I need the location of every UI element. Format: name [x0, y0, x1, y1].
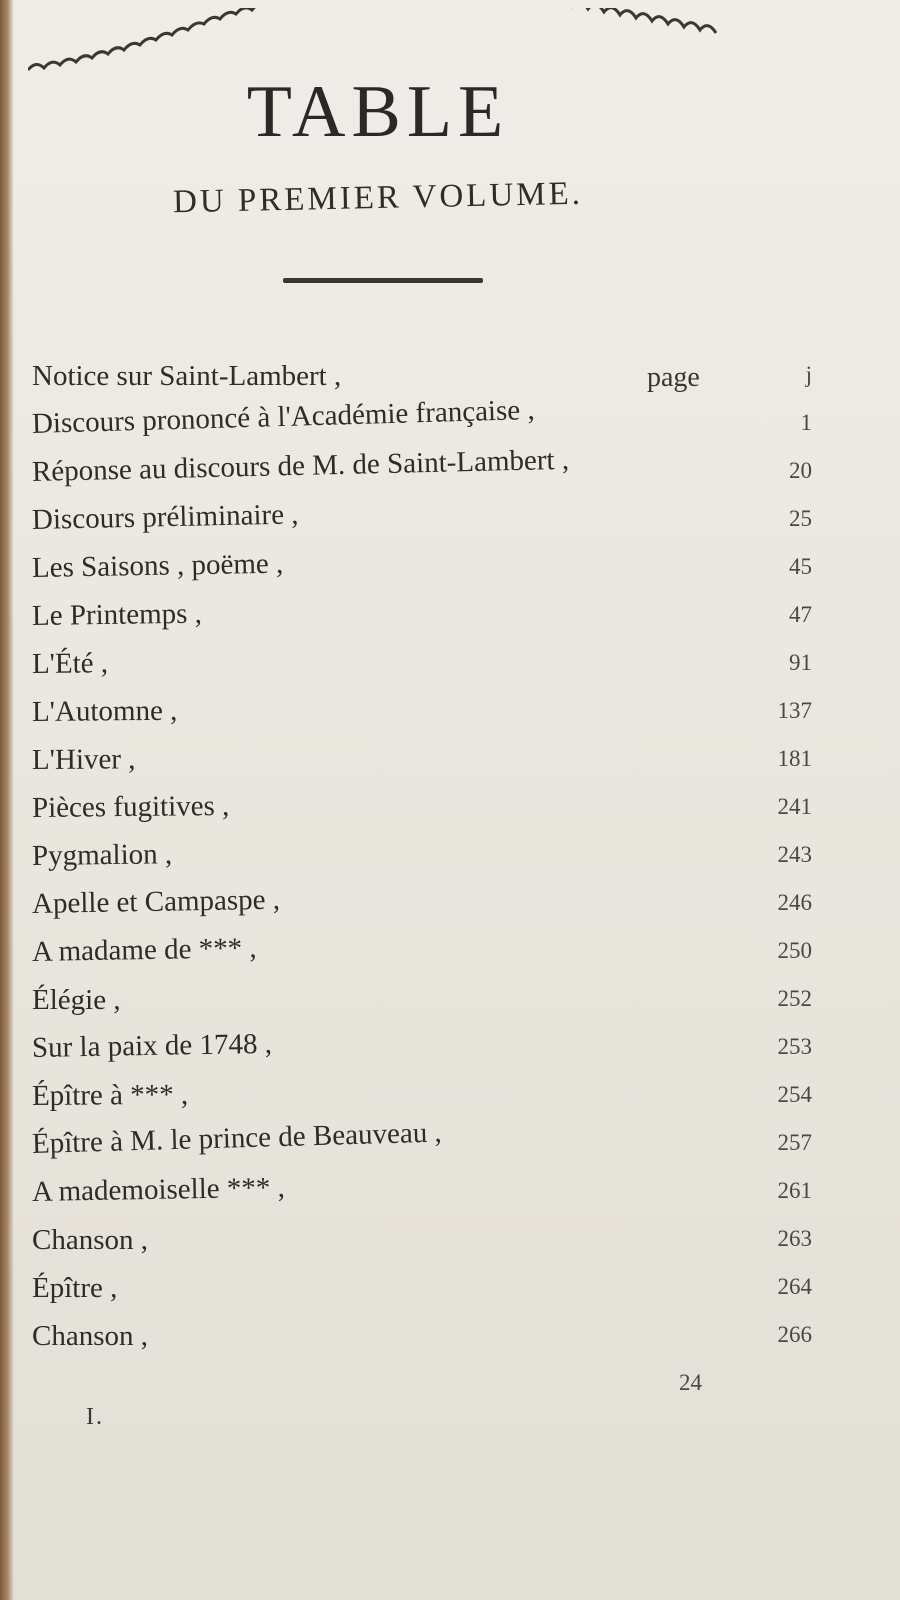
- toc-entry-title: A madame de *** ,: [31, 932, 257, 968]
- toc-entry: [31, 597, 842, 648]
- toc-entry-title: Discours préliminaire ,: [31, 498, 299, 536]
- toc-entry-page-number: 1: [800, 410, 812, 435]
- toc-entry-page-number: 253: [777, 1034, 812, 1059]
- toc-entry-title: Apelle et Campaspe ,: [31, 883, 281, 920]
- toc-entry: [32, 840, 842, 888]
- wavy-ornament-rule: [28, 8, 748, 78]
- toc-entry-page-number: j: [805, 362, 812, 387]
- toc-entry-page-number: 254: [777, 1082, 812, 1107]
- toc-entry-page-number: 246: [777, 890, 812, 915]
- toc-entry: [32, 648, 842, 696]
- toc-entry-page-number: 266: [777, 1322, 812, 1347]
- toc-trailing-line: [32, 1368, 842, 1416]
- toc-entry-page-number: 243: [777, 842, 812, 867]
- toc-entry-title: A mademoiselle *** ,: [31, 1171, 286, 1208]
- toc-entry-title: Pièces fugitives ,: [31, 789, 230, 824]
- toc-entry: [31, 547, 842, 600]
- toc-entry-title: Épître à *** ,: [31, 1078, 189, 1112]
- toc-entry: [32, 984, 842, 1032]
- toc-entry: [31, 443, 842, 504]
- toc-entry: [32, 744, 842, 792]
- signature-mark: I.: [86, 1404, 104, 1430]
- toc-entry-title: Le Printemps ,: [31, 597, 203, 632]
- toc-entry-title: Chanson ,: [32, 1224, 148, 1256]
- page-subtitle: DU PREMIER VOLUME.: [172, 175, 584, 221]
- toc-entry: [31, 932, 842, 984]
- toc-entry-page-number: 252: [777, 986, 812, 1011]
- toc-entry: [31, 1116, 842, 1176]
- toc-entry: [32, 1224, 842, 1272]
- toc-entry-title: Les Saisons , poëme ,: [31, 547, 284, 584]
- toc-entry-page-number: 137: [777, 698, 812, 723]
- toc-entry-page-number: 263: [777, 1226, 812, 1251]
- toc-entry-page-number: 261: [777, 1178, 812, 1203]
- toc-entry: [31, 1171, 842, 1224]
- toc-entry-title: Discours prononcé à l'Académie française ,: [31, 393, 536, 440]
- toc-entry-title: Sur la paix de 1748 ,: [31, 1027, 273, 1064]
- toc-entry-page-number: 20: [789, 458, 812, 483]
- book-spine-edge: [0, 0, 14, 1600]
- toc-entry: [32, 1272, 842, 1320]
- toc-entry-page-number: 45: [789, 554, 812, 579]
- toc-entry-title: Pygmalion ,: [31, 838, 173, 872]
- title-divider: [283, 278, 483, 283]
- toc-entry-page-number: 47: [789, 602, 812, 627]
- toc-entry-title: Élégie ,: [32, 984, 121, 1016]
- toc-entry-page-number: 241: [777, 794, 812, 819]
- toc-entry-page-number: 250: [777, 938, 812, 963]
- toc-entry: [31, 1027, 842, 1080]
- toc-entry-page-number: 91: [789, 650, 812, 675]
- toc-entry-page-number: 25: [789, 506, 812, 531]
- toc-entry-title: Épître à M. le prince de Beauveau ,: [31, 1116, 443, 1160]
- toc-entry-title: Épître ,: [32, 1272, 118, 1304]
- toc-entry-page-number: 181: [777, 746, 812, 771]
- toc-entry: [32, 696, 842, 744]
- toc-entry-page-number: 264: [777, 1274, 812, 1299]
- toc-entry-title: Chanson ,: [32, 1320, 148, 1352]
- toc-entry-title: L'Hiver ,: [31, 743, 136, 776]
- toc-entry-title: L'Automne ,: [31, 694, 178, 728]
- page-title: TABLE: [246, 71, 510, 153]
- toc-entry: [32, 1320, 842, 1368]
- toc-entry: [31, 498, 842, 552]
- toc-entry-page-number: 257: [777, 1130, 812, 1155]
- toc-entry-title: Réponse au discours de M. de Saint-Lambert ,: [31, 443, 570, 488]
- toc-entry-title: L'Été ,: [31, 647, 109, 680]
- table-of-contents: [32, 360, 842, 1416]
- page-column-header: page: [647, 362, 700, 393]
- toc-entry-title: Notice sur Saint-Lambert ,: [32, 360, 342, 392]
- toc-entry: [31, 883, 842, 936]
- toc-entry: [31, 789, 842, 840]
- toc-trailing-page-number: 24: [679, 1370, 702, 1395]
